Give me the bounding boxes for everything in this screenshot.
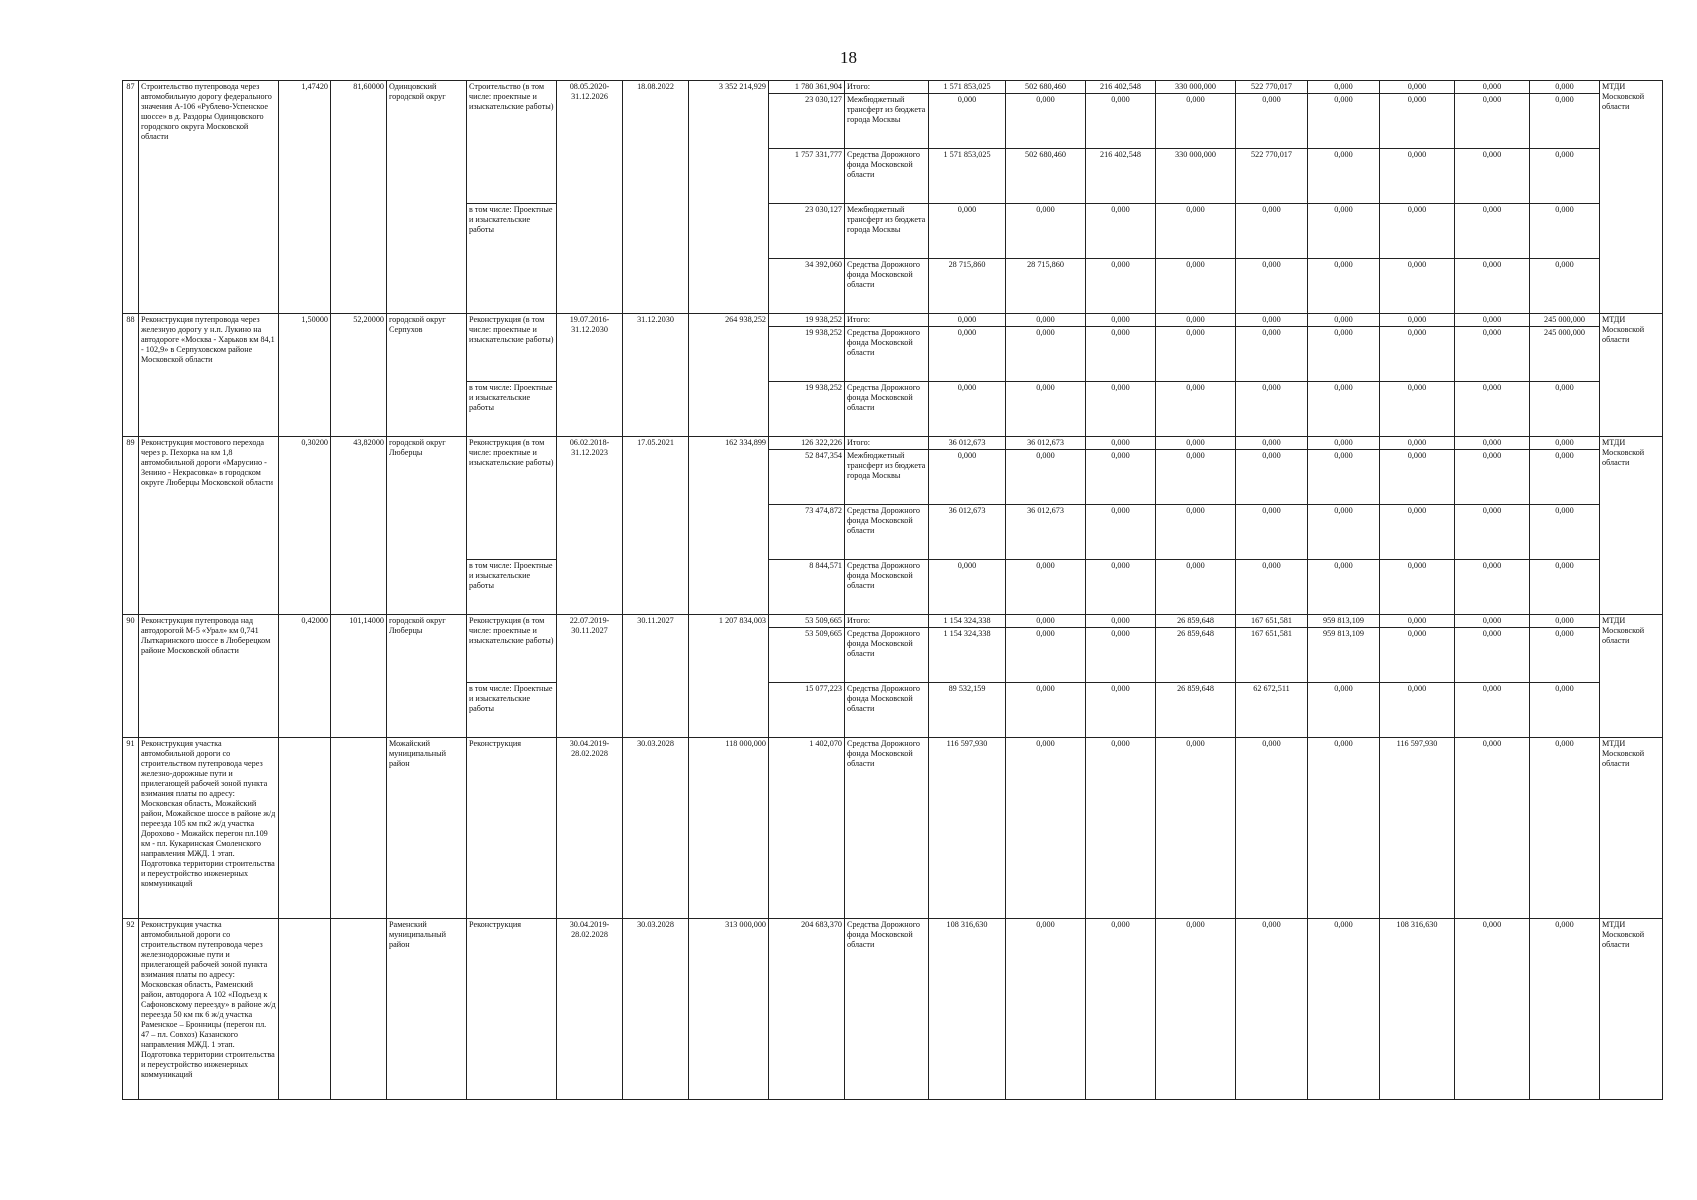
customer: МТДИ Московской области [1600,615,1663,738]
year-value: 0,000 [1006,314,1086,327]
year-value: 0,000 [1380,560,1455,615]
year-value: 0,000 [929,204,1006,259]
funding-source: Итого: [845,81,929,94]
year-value: 0,000 [929,450,1006,505]
year-value: 0,000 [1006,204,1086,259]
customer: МТДИ Московской области [1600,738,1663,919]
customer: МТДИ Московской области [1600,437,1663,615]
year-value: 0,000 [1455,505,1530,560]
year-value: 0,000 [1455,615,1530,628]
year-value: 0,000 [1156,259,1236,314]
year-value: 36 012,673 [929,505,1006,560]
work-period: 19.07.2016-31.12.2030 [557,314,623,437]
spent-amount: 19 938,252 [769,382,845,437]
year-value: 0,000 [1236,327,1308,382]
year-value: 0,000 [1455,560,1530,615]
spent-amount: 53 509,665 [769,628,845,683]
year-value: 0,000 [1455,94,1530,149]
spent-amount: 19 938,252 [769,327,845,382]
year-value: 0,000 [1006,738,1086,919]
year-value: 0,000 [1380,204,1455,259]
funding-source: Средства Дорожного фонда Московской области [845,259,929,314]
work-period: 30.04.2019-28.02.2028 [557,738,623,919]
funding-source: Межбюджетный трансферт из бюджета города Москвы [845,94,929,149]
year-value: 0,000 [1308,450,1380,505]
funding-source: Средства Дорожного фонда Московской области [845,149,929,204]
year-value: 0,000 [1006,615,1086,628]
commissioning-date: 31.12.2030 [623,314,689,437]
area-value [331,738,387,919]
year-value: 0,000 [1308,149,1380,204]
spent-amount: 34 392,060 [769,259,845,314]
spent-amount: 53 509,665 [769,615,845,628]
length-km [279,919,331,1100]
spent-amount: 52 847,354 [769,450,845,505]
year-value: 1 571 853,025 [929,149,1006,204]
funding-source: Итого: [845,615,929,628]
length-km: 0,42000 [279,615,331,738]
year-value: 0,000 [1086,560,1156,615]
funding-source: Средства Дорожного фонда Московской области [845,382,929,437]
year-value: 0,000 [1086,628,1156,683]
year-value: 108 316,630 [929,919,1006,1100]
year-value: 36 012,673 [929,437,1006,450]
year-value: 0,000 [1006,628,1086,683]
year-value: 216 402,548 [1086,81,1156,94]
year-value: 216 402,548 [1086,149,1156,204]
area-value [331,919,387,1100]
year-value: 0,000 [1156,327,1236,382]
work-type: Строительство (в том числе: проектные и изыскательские работы) [467,81,557,204]
year-value: 959 813,109 [1308,628,1380,683]
year-value: 0,000 [1455,919,1530,1100]
year-value: 0,000 [1006,94,1086,149]
year-value: 0,000 [1530,81,1600,94]
year-value: 0,000 [1455,738,1530,919]
year-value: 0,000 [1156,450,1236,505]
total-cost: 3 352 214,929 [689,81,769,314]
year-value: 0,000 [1530,738,1600,919]
work-period: 22.07.2019-30.11.2027 [557,615,623,738]
object-name: Реконструкция путепровода над автодорогой М-5 «Урал» км 0,741 Лыткаринского шоссе в Люберецком районе Московской области [139,615,279,738]
year-value: 0,000 [1530,560,1600,615]
year-value: 0,000 [1086,738,1156,919]
funding-source: Межбюджетный трансферт из бюджета города Москвы [845,204,929,259]
year-value: 0,000 [1380,505,1455,560]
year-value: 0,000 [1530,149,1600,204]
length-km: 1,50000 [279,314,331,437]
page-number: 18 [840,48,857,67]
funding-source: Средства Дорожного фонда Московской области [845,738,929,919]
funding-source: Средства Дорожного фонда Московской области [845,327,929,382]
year-value: 0,000 [1530,628,1600,683]
year-value: 0,000 [1086,314,1156,327]
year-value: 522 770,017 [1236,81,1308,94]
commissioning-date: 30.03.2028 [623,738,689,919]
sub-work-type: в том числе: Проектные и изыскательские работы [467,683,557,738]
year-value: 0,000 [1086,683,1156,738]
object-name: Реконструкция участка автомобильной дороги со строительством путепровода через железнодорожные пути и прилегающей рабочей зоной пункта взимания платы по адресу: Московская область, Раменский район, автодорога А 102 «Подъезд к Сафоновскому переезду» в районе ж/д переезда 50 км пк 6 ж/д участка Раменское – Бронницы (перегон пл. 47 – пл. Совхоз) Казанского направления МЖД. 1 этап. Подготовка территории строительства и переустройство инженерных коммуникаций [139,919,279,1100]
year-value: 0,000 [1156,505,1236,560]
table-row [123,81,1663,94]
year-value: 0,000 [1530,683,1600,738]
year-value: 0,000 [1380,382,1455,437]
row-number: 92 [123,919,139,1100]
spent-amount: 23 030,127 [769,94,845,149]
total-cost: 1 207 834,003 [689,615,769,738]
year-value: 0,000 [1530,259,1600,314]
year-value: 0,000 [1380,437,1455,450]
year-value: 330 000,000 [1156,81,1236,94]
length-km [279,738,331,919]
location: городской округ Люберцы [387,615,467,738]
row-number: 89 [123,437,139,615]
commissioning-date: 18.08.2022 [623,81,689,314]
year-value: 28 715,860 [1006,259,1086,314]
year-value: 0,000 [1236,450,1308,505]
funding-source: Межбюджетный трансферт из бюджета города Москвы [845,450,929,505]
year-value: 0,000 [1455,683,1530,738]
year-value: 28 715,860 [929,259,1006,314]
customer: МТДИ Московской области [1600,81,1663,314]
year-value: 167 651,581 [1236,628,1308,683]
year-value: 0,000 [1086,437,1156,450]
table-body [123,81,1663,1100]
year-value: 0,000 [1086,327,1156,382]
year-value: 0,000 [1236,204,1308,259]
year-value: 0,000 [1455,204,1530,259]
funding-source: Средства Дорожного фонда Московской области [845,560,929,615]
row-number: 87 [123,81,139,314]
year-value: 0,000 [1236,919,1308,1100]
year-value: 0,000 [929,382,1006,437]
year-value: 0,000 [1236,314,1308,327]
table-row [123,314,1663,327]
year-value: 0,000 [1308,683,1380,738]
year-value: 1 154 324,338 [929,628,1006,683]
area-value: 43,82000 [331,437,387,615]
year-value: 0,000 [1380,615,1455,628]
year-value: 0,000 [1086,259,1156,314]
year-value: 0,000 [1380,450,1455,505]
area-value: 101,14000 [331,615,387,738]
spent-amount: 73 474,872 [769,505,845,560]
year-value: 0,000 [1236,259,1308,314]
year-value: 0,000 [1380,314,1455,327]
length-km: 0,30200 [279,437,331,615]
spent-amount: 126 322,226 [769,437,845,450]
object-name: Реконструкция участка автомобильной дороги со строительством путепровода через железно-дорожные пути и прилегающей рабочей зоной пункта взимания платы по адресу: Московская область, Можайский район, Можайское шоссе в районе ж/д переезда 105 км пк2 ж/д участка Дорохово - Можайск перегон пл.109 км - пл. Кукаринская Смоленского направления МЖД. 1 этап. Подготовка территории строительства и переустройство инженерных коммуникаций [139,738,279,919]
year-value: 502 680,460 [1006,81,1086,94]
work-period: 06.02.2018-31.12.2023 [557,437,623,615]
object-name: Строительство путепровода через автомобильную дорогу федерального значения А-106 «Рублево-Успенское шоссе» в д. Раздоры Одинцовского городского округа Московской области [139,81,279,314]
year-value: 0,000 [1086,382,1156,437]
year-value: 0,000 [1086,615,1156,628]
year-value: 0,000 [1006,560,1086,615]
table-row [123,738,1663,919]
year-value: 0,000 [1156,738,1236,919]
funding-source: Итого: [845,314,929,327]
year-value: 0,000 [1530,505,1600,560]
year-value: 0,000 [1236,437,1308,450]
spent-amount: 1 780 361,904 [769,81,845,94]
location: Раменский муниципальный район [387,919,467,1100]
customer: МТДИ Московской области [1600,919,1663,1100]
year-value: 0,000 [1308,259,1380,314]
year-value: 0,000 [1236,560,1308,615]
year-value: 0,000 [1308,94,1380,149]
location: городской округ Серпухов [387,314,467,437]
object-name: Реконструкция мостового перехода через р. Пехорка на км 1,8 автомобильной дороги «Марусино - Зенино - Некрасовка» в городском округе Люберцы Московской области [139,437,279,615]
year-value: 0,000 [1308,327,1380,382]
year-value: 0,000 [1156,560,1236,615]
table-row [123,919,1663,1100]
year-value: 0,000 [1380,149,1455,204]
year-value: 0,000 [1086,505,1156,560]
total-cost: 118 000,000 [689,738,769,919]
spent-amount: 19 938,252 [769,314,845,327]
year-value: 116 597,930 [1380,738,1455,919]
year-value: 0,000 [1086,450,1156,505]
year-value: 959 813,109 [1308,615,1380,628]
year-value: 0,000 [1086,919,1156,1100]
year-value: 0,000 [1156,919,1236,1100]
location: Можайский муниципальный район [387,738,467,919]
year-value: 0,000 [1086,204,1156,259]
year-value: 0,000 [1380,81,1455,94]
location: городской округ Люберцы [387,437,467,615]
year-value: 89 532,159 [929,683,1006,738]
funding-source: Средства Дорожного фонда Московской области [845,919,929,1100]
commissioning-date: 17.05.2021 [623,437,689,615]
investment-table [122,80,1663,1100]
year-value: 0,000 [1530,204,1600,259]
year-value: 0,000 [1530,919,1600,1100]
year-value: 0,000 [1308,505,1380,560]
year-value: 116 597,930 [929,738,1006,919]
spent-amount: 23 030,127 [769,204,845,259]
year-value: 0,000 [1308,204,1380,259]
commissioning-date: 30.03.2028 [623,919,689,1100]
year-value: 0,000 [1380,628,1455,683]
year-value: 0,000 [1236,505,1308,560]
funding-source: Средства Дорожного фонда Московской области [845,628,929,683]
table-row [123,437,1663,450]
year-value: 0,000 [1006,382,1086,437]
year-value: 0,000 [1455,437,1530,450]
year-value: 167 651,581 [1236,615,1308,628]
work-period: 08.05.2020-31.12.2026 [557,81,623,314]
spent-amount: 204 683,370 [769,919,845,1100]
year-value: 0,000 [1308,314,1380,327]
year-value: 0,000 [1156,382,1236,437]
year-value: 0,000 [929,327,1006,382]
year-value: 0,000 [1236,738,1308,919]
total-cost: 313 000,000 [689,919,769,1100]
year-value: 0,000 [1455,327,1530,382]
year-value: 0,000 [1530,382,1600,437]
year-value: 0,000 [1455,314,1530,327]
year-value: 0,000 [1236,94,1308,149]
work-type: Реконструкция (в том числе: проектные и изыскательские работы) [467,615,557,683]
commissioning-date: 30.11.2027 [623,615,689,738]
length-km: 1,47420 [279,81,331,314]
sub-work-type: в том числе: Проектные и изыскательские работы [467,382,557,437]
year-value: 0,000 [1530,437,1600,450]
work-type: Реконструкция [467,738,557,919]
year-value: 0,000 [1530,94,1600,149]
year-value: 26 859,648 [1156,615,1236,628]
work-type: Реконструкция (в том числе: проектные и изыскательские работы) [467,314,557,382]
table-row [123,615,1663,628]
year-value: 330 000,000 [1156,149,1236,204]
year-value: 62 672,511 [1236,683,1308,738]
year-value: 0,000 [1236,382,1308,437]
year-value: 0,000 [1380,259,1455,314]
spent-amount: 8 844,571 [769,560,845,615]
year-value: 0,000 [1380,683,1455,738]
year-value: 0,000 [1308,382,1380,437]
funding-source: Итого: [845,437,929,450]
year-value: 0,000 [1308,560,1380,615]
year-value: 0,000 [1006,327,1086,382]
year-value: 0,000 [1308,738,1380,919]
year-value: 0,000 [1156,94,1236,149]
spent-amount: 1 757 331,777 [769,149,845,204]
year-value: 26 859,648 [1156,628,1236,683]
object-name: Реконструкция путепровода через железную дорогу у н.п. Лукино на автодороге «Москва - Харьков км 84,1 - 102,9» в Серпуховском районе Московской области [139,314,279,437]
year-value: 0,000 [1455,149,1530,204]
year-value: 0,000 [1156,204,1236,259]
year-value: 0,000 [1308,437,1380,450]
total-cost: 264 938,252 [689,314,769,437]
year-value: 0,000 [929,94,1006,149]
year-value: 0,000 [1455,628,1530,683]
area-value: 52,20000 [331,314,387,437]
year-value: 0,000 [1455,450,1530,505]
funding-source: Средства Дорожного фонда Московской области [845,683,929,738]
year-value: 522 770,017 [1236,149,1308,204]
area-value: 81,60000 [331,81,387,314]
work-period: 30.04.2019-28.02.2028 [557,919,623,1100]
work-type: Реконструкция (в том числе: проектные и изыскательские работы) [467,437,557,560]
year-value: 502 680,460 [1006,149,1086,204]
year-value: 36 012,673 [1006,437,1086,450]
row-number: 90 [123,615,139,738]
year-value: 245 000,000 [1530,314,1600,327]
row-number: 88 [123,314,139,437]
year-value: 0,000 [929,314,1006,327]
work-type: Реконструкция [467,919,557,1100]
year-value: 0,000 [1086,94,1156,149]
year-value: 36 012,673 [1006,505,1086,560]
row-number: 91 [123,738,139,919]
spent-amount: 15 077,223 [769,683,845,738]
year-value: 0,000 [1308,919,1380,1100]
funding-source: Средства Дорожного фонда Московской области [845,505,929,560]
spent-amount: 1 402,070 [769,738,845,919]
sub-work-type: в том числе: Проектные и изыскательские работы [467,560,557,615]
location: Одинцовский городской округ [387,81,467,314]
year-value: 1 571 853,025 [929,81,1006,94]
year-value: 0,000 [1006,450,1086,505]
year-value: 0,000 [1455,81,1530,94]
year-value: 0,000 [1006,683,1086,738]
year-value: 245 000,000 [1530,327,1600,382]
year-value: 0,000 [1380,327,1455,382]
year-value: 0,000 [1455,259,1530,314]
year-value: 26 859,648 [1156,683,1236,738]
year-value: 0,000 [1530,615,1600,628]
total-cost: 162 334,899 [689,437,769,615]
year-value: 1 154 324,338 [929,615,1006,628]
year-value: 0,000 [1455,382,1530,437]
year-value: 0,000 [1380,94,1455,149]
year-value: 0,000 [1308,81,1380,94]
year-value: 108 316,630 [1380,919,1455,1100]
customer: МТДИ Московской области [1600,314,1663,437]
year-value: 0,000 [1006,919,1086,1100]
year-value: 0,000 [1156,314,1236,327]
year-value: 0,000 [1156,437,1236,450]
year-value: 0,000 [1530,450,1600,505]
year-value: 0,000 [929,560,1006,615]
sub-work-type: в том числе: Проектные и изыскательские работы [467,204,557,314]
